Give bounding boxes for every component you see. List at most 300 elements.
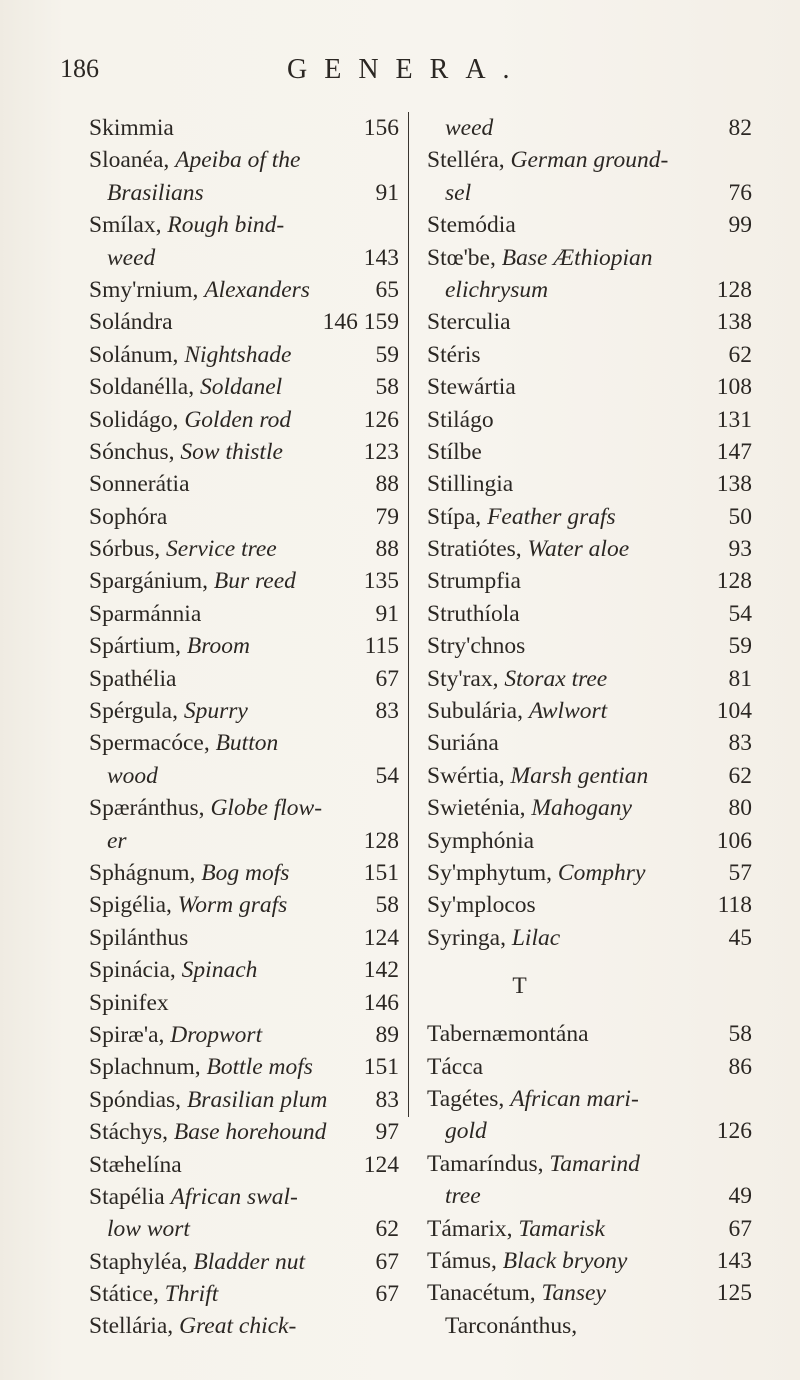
latin-name: Symphónia	[427, 827, 535, 854]
page-reference: 54	[375, 762, 399, 789]
page-reference: 128	[716, 568, 752, 595]
left-index-column	[89, 112, 399, 1343]
latin-name: Támarix,	[427, 1215, 519, 1242]
latin-name: Stelléra,	[427, 147, 511, 174]
latin-name: Soldanélla,	[89, 374, 200, 401]
index-entry	[89, 727, 399, 759]
common-name: Base Æthiopian	[501, 244, 653, 271]
common-name: Tamarind	[549, 1150, 640, 1177]
entry-text	[427, 468, 513, 500]
index-entry	[427, 1051, 752, 1083]
index-entry	[427, 533, 752, 565]
latin-name: Solándra	[89, 309, 173, 336]
index-entry	[89, 1213, 399, 1245]
common-name: er	[107, 827, 127, 854]
latin-name: Stratiótes,	[427, 536, 528, 563]
page-reference	[746, 1148, 752, 1180]
entry-text	[89, 371, 282, 403]
common-name: Globe flow-	[210, 795, 323, 822]
index-entry	[89, 112, 399, 144]
common-name: elichrysum	[445, 276, 549, 303]
index-entry	[427, 727, 752, 759]
entry-text	[107, 242, 155, 274]
entry-text	[89, 922, 188, 954]
page-reference: 146 159	[322, 309, 399, 336]
index-entry	[89, 825, 399, 857]
common-name: Soldanel	[199, 374, 283, 401]
page-reference: 62	[728, 762, 752, 789]
page-reference: 62	[728, 341, 752, 368]
entry-text	[89, 1278, 218, 1310]
page-reference	[393, 727, 399, 759]
common-name: weed	[107, 244, 156, 271]
index-entry	[89, 1246, 399, 1278]
entry-text	[89, 1181, 298, 1213]
index-entry	[427, 371, 752, 403]
entry-text	[427, 371, 516, 403]
entry-text	[89, 436, 283, 468]
index-entry	[89, 1278, 399, 1310]
page-reference: 45	[728, 924, 752, 951]
entry-text	[89, 112, 174, 144]
latin-name: Stéris	[427, 341, 481, 368]
entry-text	[89, 274, 310, 306]
page-reference: 62	[375, 1216, 399, 1243]
index-entry	[427, 112, 752, 144]
common-name: Lilac	[511, 924, 561, 951]
page-reference	[393, 144, 399, 176]
entry-text	[427, 1083, 639, 1115]
page-reference: 99	[728, 212, 752, 239]
index-entry	[427, 1245, 752, 1277]
page-reference: 91	[375, 179, 399, 206]
page-reference: 88	[375, 536, 399, 563]
index-entry	[427, 177, 752, 209]
entry-text	[445, 1310, 577, 1342]
index-entry	[89, 144, 399, 176]
column-divider	[408, 112, 409, 1117]
index-entry	[89, 1084, 399, 1116]
entry-text	[427, 339, 481, 371]
page-reference	[393, 1181, 399, 1213]
index-entry	[89, 501, 399, 533]
latin-name: Solánum,	[89, 341, 185, 368]
entry-text	[89, 1310, 296, 1342]
index-entry	[89, 242, 399, 274]
latin-name: Sonnerátia	[89, 471, 190, 498]
entry-text	[89, 404, 291, 436]
page-reference: 126	[716, 1118, 752, 1145]
page-reference: 89	[375, 1021, 399, 1048]
page-reference: 123	[363, 438, 399, 465]
common-name: wood	[107, 762, 158, 789]
latin-name: Spinácia,	[89, 957, 182, 984]
common-name: Bog mofs	[201, 859, 290, 886]
index-entry	[427, 1083, 752, 1115]
latin-name: Smílax,	[89, 212, 168, 239]
page-reference	[393, 792, 399, 824]
entry-text	[427, 792, 632, 824]
entry-text	[427, 695, 607, 727]
entry-text	[427, 209, 516, 241]
index-entry	[89, 1051, 399, 1083]
latin-name: Sy'mphytum,	[427, 859, 558, 886]
index-entry	[89, 533, 399, 565]
page-reference	[746, 1083, 752, 1115]
entry-text	[89, 889, 287, 921]
index-entry	[427, 825, 752, 857]
index-entry	[89, 760, 399, 792]
latin-name: Splachnum,	[89, 1054, 207, 1081]
page-reference: 58	[375, 374, 399, 401]
latin-name: Syringa,	[427, 924, 512, 951]
page-reference	[746, 144, 752, 176]
entry-text	[89, 1084, 327, 1116]
common-name: Spurry	[183, 698, 248, 725]
latin-name: Solidágo,	[89, 406, 185, 433]
entry-text	[427, 598, 520, 630]
section-letter: T	[512, 973, 527, 1000]
index-entry	[427, 404, 752, 436]
common-name: weed	[445, 115, 494, 141]
page-reference	[393, 1310, 399, 1342]
latin-name: Sparmánnia	[89, 600, 202, 627]
index-entry	[427, 663, 752, 695]
entry-text	[427, 663, 607, 695]
page-reference: 58	[375, 892, 399, 919]
common-name: Thrift	[164, 1281, 219, 1308]
common-name: Rough bind-	[167, 212, 285, 239]
common-name: Marsh gentian	[510, 762, 649, 789]
index-entry	[89, 339, 399, 371]
entry-text	[107, 1213, 190, 1245]
entry-text	[427, 565, 521, 597]
index-entry	[427, 436, 752, 468]
entry-text	[89, 565, 296, 597]
right-index-column	[427, 112, 752, 1342]
page-reference: 88	[375, 471, 399, 498]
entry-text	[445, 274, 548, 306]
common-name: Awlwort	[528, 698, 608, 725]
entry-text	[89, 501, 167, 533]
common-name: Sow thistle	[180, 438, 283, 465]
latin-name: Stillingia	[427, 471, 514, 498]
entry-text	[427, 144, 668, 176]
index-entry	[89, 792, 399, 824]
latin-name: Sórbus,	[89, 536, 167, 563]
page-reference: 83	[375, 1086, 399, 1113]
page-reference: 126	[363, 406, 399, 433]
entry-text	[89, 695, 248, 727]
entry-text	[89, 144, 300, 176]
index-entry	[427, 760, 752, 792]
latin-name: Stáchys,	[89, 1119, 174, 1146]
latin-name: Spérgula,	[89, 698, 184, 725]
common-name: Spinach	[181, 957, 258, 984]
index-entry	[427, 889, 752, 921]
common-name: Comphry	[557, 859, 646, 886]
entry-text	[107, 760, 158, 792]
page-reference: 147	[716, 438, 752, 465]
entry-text	[427, 1148, 640, 1180]
common-name: tree	[445, 1183, 481, 1210]
common-name: Dropwort	[170, 1021, 263, 1048]
entry-text	[89, 727, 278, 759]
index-entry	[89, 630, 399, 662]
entry-text	[107, 177, 204, 209]
latin-name: Tanacétum,	[427, 1280, 542, 1307]
index-entry	[427, 468, 752, 500]
latin-name: Stry'chnos	[427, 633, 526, 660]
common-name: Water aloe	[527, 536, 630, 563]
index-entry	[427, 1115, 752, 1147]
page-reference: 49	[728, 1183, 752, 1210]
index-entry	[427, 1277, 752, 1309]
index-entry	[89, 404, 399, 436]
entry-text	[89, 1246, 305, 1278]
page-reference: 135	[363, 568, 399, 595]
entry-text	[427, 1018, 589, 1050]
latin-name: Stemódia	[427, 212, 516, 239]
page-reference: 80	[728, 795, 752, 822]
index-entry	[89, 1181, 399, 1213]
latin-name: Spiræ'a,	[89, 1021, 171, 1048]
entry-text	[89, 209, 284, 241]
index-entry	[427, 274, 752, 306]
common-name: Nightshade	[184, 341, 292, 368]
page-reference: 156	[363, 115, 399, 141]
latin-name: Subulária,	[427, 698, 529, 725]
page-reference: 65	[375, 276, 399, 303]
common-name: Brasilian plum	[186, 1086, 328, 1113]
page-reference: 82	[728, 115, 752, 141]
latin-name: Spártium,	[89, 633, 187, 660]
index-entry	[89, 922, 399, 954]
latin-name: Tabernæmontána	[427, 1021, 589, 1048]
index-entry	[427, 306, 752, 338]
index-entry	[427, 1148, 752, 1180]
index-entry	[89, 371, 399, 403]
common-name: Tansey	[541, 1280, 606, 1307]
entry-text	[89, 533, 277, 565]
entry-text	[89, 468, 190, 500]
latin-name: Tarconánthus,	[445, 1312, 578, 1339]
page-reference: 54	[728, 600, 752, 627]
latin-name: Strumpfia	[427, 568, 521, 595]
index-entry	[427, 857, 752, 889]
entry-text	[427, 533, 629, 565]
index-entry	[89, 1019, 399, 1051]
entry-text	[89, 339, 291, 371]
entry-text	[427, 242, 653, 274]
common-name: Service tree	[166, 536, 277, 563]
common-name: Great chick-	[179, 1313, 297, 1340]
page-reference: 83	[728, 730, 752, 757]
entry-text	[427, 1051, 483, 1083]
page-reference: 57	[728, 859, 752, 886]
latin-name: Tácca	[427, 1053, 484, 1080]
page-reference: 106	[716, 827, 752, 854]
latin-name: Spargánium,	[89, 568, 214, 595]
latin-name: Stœ'be,	[427, 244, 502, 271]
entry-text	[427, 889, 536, 921]
entry-text	[107, 825, 127, 857]
section-t-entries	[427, 1018, 752, 1342]
index-entry	[427, 339, 752, 371]
latin-name: Stæhelína	[89, 1151, 182, 1178]
entry-text	[89, 663, 176, 695]
page-reference: 151	[363, 1054, 399, 1081]
latin-name: Spæránthus,	[89, 795, 211, 822]
entry-text	[427, 306, 511, 338]
index-entry	[427, 792, 752, 824]
page-reference: 143	[716, 1247, 752, 1274]
common-name: African swal-	[170, 1183, 298, 1210]
page-reference: 128	[716, 276, 752, 303]
latin-name: Tamaríndus,	[427, 1150, 550, 1177]
index-entry	[427, 1180, 752, 1212]
latin-name: Smy'rnium,	[89, 276, 205, 303]
index-entry	[89, 889, 399, 921]
common-name: Bottle mofs	[206, 1054, 313, 1081]
entry-text	[89, 1116, 326, 1148]
common-name: Broom	[186, 633, 251, 660]
common-name: Button	[215, 730, 279, 757]
entry-text	[427, 1277, 606, 1309]
latin-name: Spinifex	[89, 989, 169, 1016]
latin-name: Sty'rax,	[427, 665, 505, 692]
page-header	[60, 54, 740, 98]
index-entry	[89, 695, 399, 727]
page-reference: 138	[716, 471, 752, 498]
page-reference: 125	[716, 1280, 752, 1307]
entry-text	[427, 630, 525, 662]
latin-name: Spathélia	[89, 665, 177, 692]
latin-name: Tagétes,	[427, 1085, 511, 1112]
latin-name: Struthíola	[427, 600, 520, 627]
entry-text	[445, 112, 493, 144]
page-reference: 108	[716, 374, 752, 401]
page-reference: 118	[717, 892, 752, 919]
index-entry	[89, 663, 399, 695]
page-reference: 104	[716, 698, 752, 725]
entry-text	[427, 760, 648, 792]
common-name: German ground-	[510, 147, 669, 174]
entry-text	[427, 857, 645, 889]
page-reference	[746, 1310, 752, 1342]
page-reference	[746, 242, 752, 274]
entry-text	[89, 306, 173, 338]
page-reference	[393, 209, 399, 241]
entry-text	[427, 922, 560, 954]
index-entry	[427, 695, 752, 727]
index-entry	[89, 1310, 399, 1342]
latin-name: Stílbe	[427, 438, 482, 465]
common-name: Alexanders	[204, 276, 310, 303]
index-entry	[89, 598, 399, 630]
entry-text	[427, 1213, 605, 1245]
index-entry	[427, 242, 752, 274]
page-reference: 138	[716, 309, 752, 336]
page-reference: 81	[728, 665, 752, 692]
index-entry	[427, 1310, 752, 1342]
common-name: low wort	[107, 1216, 190, 1243]
common-name: gold	[445, 1118, 487, 1145]
latin-name: Swieténia,	[427, 795, 532, 822]
latin-name: Sloanéa,	[89, 147, 176, 174]
index-entry	[89, 1116, 399, 1148]
common-name: Worm grafs	[177, 892, 288, 919]
page-reference: 91	[375, 600, 399, 627]
page-reference: 131	[716, 406, 752, 433]
index-entry	[427, 630, 752, 662]
entry-text	[427, 1245, 627, 1277]
latin-name: Sphágnum,	[89, 859, 202, 886]
entry-text	[89, 857, 289, 889]
page-reference: 97	[375, 1119, 399, 1146]
page-reference: 59	[728, 633, 752, 660]
index-entry	[427, 1018, 752, 1050]
latin-name: Skimmia	[89, 115, 174, 141]
page-reference: 151	[363, 859, 399, 886]
latin-name: Sónchus,	[89, 438, 181, 465]
page-reference: 67	[375, 1281, 399, 1308]
entry-text	[427, 727, 499, 759]
running-head: GENERA.	[287, 54, 527, 85]
entry-text	[89, 1149, 182, 1181]
page-reference: 50	[728, 503, 752, 530]
latin-name: Staphyléa,	[89, 1248, 194, 1275]
latin-name: Spermacóce,	[89, 730, 216, 757]
index-entry	[89, 209, 399, 241]
entry-text	[89, 1051, 313, 1083]
entry-text	[89, 598, 201, 630]
page-reference: 79	[375, 503, 399, 530]
index-entry	[89, 306, 399, 338]
page-reference: 67	[375, 665, 399, 692]
page-reference: 93	[728, 536, 752, 563]
index-entry	[89, 565, 399, 597]
index-entry	[89, 436, 399, 468]
common-name: Bur reed	[213, 568, 296, 595]
index-entry	[89, 468, 399, 500]
common-name: Tamarisk	[518, 1215, 605, 1242]
entry-text	[89, 1019, 262, 1051]
entry-text	[445, 1115, 487, 1147]
latin-name: Sterculia	[427, 309, 511, 336]
common-name: Golden rod	[184, 406, 292, 433]
entry-text	[445, 1180, 481, 1212]
common-name: Bladder nut	[193, 1248, 306, 1275]
latin-name: Spigélia,	[89, 892, 178, 919]
page-reference: 115	[364, 633, 399, 660]
entry-text	[89, 987, 169, 1019]
common-name: Feather grafs	[487, 503, 616, 530]
latin-name: Stellária,	[89, 1313, 180, 1340]
latin-name: Spilánthus	[89, 924, 189, 951]
index-entry	[427, 598, 752, 630]
common-name: Apeiba of the	[175, 147, 301, 174]
page-reference: 128	[363, 827, 399, 854]
page-reference: 83	[375, 698, 399, 725]
page-reference: 67	[375, 1248, 399, 1275]
page-reference: 143	[363, 244, 399, 271]
common-name: Storax tree	[504, 665, 608, 692]
common-name: African mari-	[510, 1085, 639, 1112]
index-entry	[89, 857, 399, 889]
entry-text	[445, 177, 471, 209]
entry-text	[89, 792, 322, 824]
